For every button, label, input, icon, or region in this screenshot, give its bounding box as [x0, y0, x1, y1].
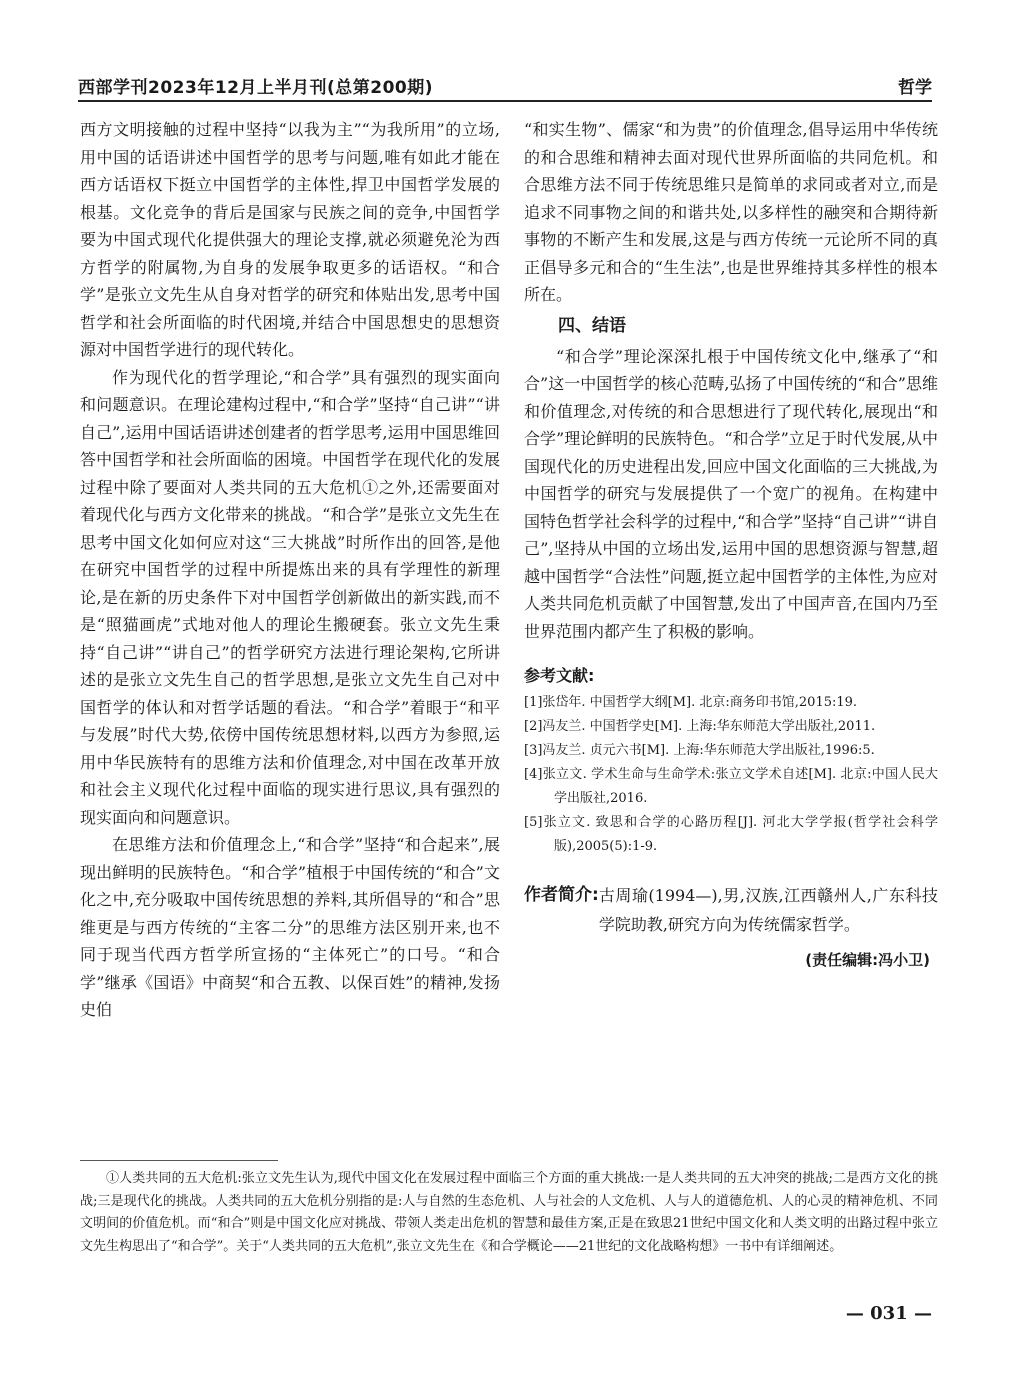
author-text: 古周瑜(1994—),男,汉族,江西赣州人,广东科技学院助教,研究方向为传统儒家哲学。	[598, 886, 938, 934]
author-label: 作者简介:	[524, 885, 599, 905]
paragraph: 在思维方法和价值理念上,“和合学”坚持“和合起来”,展现出鲜明的民族特色。“和合学”植根于中国传统的“和合”文化之中,充分吸取中国传统思想的养料,其所倡导的“和合”思维更是与西方传统的“主客二分”的思维方法区别开来,也不同于现当代西方哲学所宣扬的“主体死亡”的口号。“和合学”继承《国语》中商契“和合五教、以保百姓”的精神,发扬史伯	[80, 835, 500, 1019]
references-title: 参考文献:	[524, 666, 595, 685]
paragraph: “和实生物”、儒家“和为贵”的价值理念,倡导运用中华传统的和合思维和精神去面对现代世界所面临的共同危机。和合思维方法不同于传统思维只是简单的求同或者对立,而是追求不同事物之间的和谐共处,以多样性的融突和合期待新事物的不断产生和发展,这是与西方传统一元论所不同的真正倡导多元和合的“生生法”,也是世界维持其多样性的根本所在。	[524, 120, 938, 304]
right-column	[524, 116, 938, 975]
journal-title: 西部学刊2023年12月上半月刊(总第200期)	[78, 78, 433, 98]
reference-item: [5]张立文. 致思和合学的心路历程[J]. 河北大学学报(哲学社会科学版),2005(5):1-9.	[524, 815, 938, 854]
header-rule	[78, 100, 932, 102]
footnote-rule	[80, 1160, 278, 1161]
references-list	[524, 691, 938, 859]
section-heading: 四、结语	[558, 315, 626, 336]
left-column	[80, 116, 500, 1024]
paragraph: “和合学”理论深深扎根于中国传统文化中,继承了“和合”这一中国哲学的核心范畴,弘扬了中国传统的“和合”思维和价值理念,对传统的和合思想进行了现代转化,展现出“和合学”理论鲜明的民族特色。“和合学”立足于时代发展,从中国现代化的历史进程出发,回应中国文化面临的三大挑战,为中国哲学的研究与发展提供了一个宽广的视角。在构建中国特色哲学社会科学的过程中,“和合学”坚持“自己讲”“讲自己”,坚持从中国的立场出发,运用中国的思想资源与智慧,超越中国哲学“合法性”问题,挺立起中国哲学的主体性,为应对人类共同危机贡献了中国智慧,发出了中国声音,在国内乃至世界范围内都产生了积极的影响。	[524, 346, 938, 641]
reference-item: [3]冯友兰. 贞元六书[M]. 上海:华东师范大学出版社,1996:5.	[524, 743, 875, 758]
page-number: — 031 —	[845, 1303, 932, 1324]
paragraph: 作为现代化的哲学理论,“和合学”具有强烈的现实面向和问题意识。在理论建构过程中,“和合学”坚持“自己讲”“讲自己”,运用中国话语讲述创建者的哲学思考,运用中国思维回答中国哲学和社会所面临的困境。中国哲学在现代化的发展过程中除了要面对人类共同的五大危机①之外,还需要面对着现代化与西方文化带来的挑战。“和合学”是张立文先生在思考中国文化如何应对这“三大挑战”时所作出的回答,是他在研究中国哲学的过程中所提炼出来的具有学理性的新理论,是在新的历史条件下对中国哲学创新做出的新实践,而不是“照猫画虎”式地对他人的理论生搬硬套。张立文先生秉持“自己讲”“讲自己”的哲学研究方法进行理论架构,它所讲述的是张立文先生自己的哲学思想,是张立文先生自己对中国哲学的体认和对哲学话题的看法。“和合学”着眼于“和平与发展”时代大势,依傍中国传统思想材料,以西方为参照,运用中华民族特有的思维方法和价值理念,对中国在改革开放和社会主义现代化过程中面临的现实进行思议,具有强烈的现实面向和问题意识。	[80, 367, 500, 827]
author-bio	[524, 881, 938, 939]
responsible-editor: (责任编辑:冯小卫)	[805, 951, 930, 969]
reference-item: [2]冯友兰. 中国哲学史[M]. 上海:华东师范大学出版社,2011.	[524, 719, 876, 734]
section-name: 哲学	[898, 78, 932, 98]
page-header	[78, 68, 932, 98]
paragraph: 西方文明接触的过程中坚持“以我为主”“为我所用”的立场,用中国的话语讲述中国哲学的思考与问题,唯有如此才能在西方话语权下挺立中国哲学的主体性,捍卫中国哲学发展的根基。文化竞争的背后是国家与民族之间的竞争,中国哲学要为中国式现代化提供强大的理论支撑,就必须避免沦为西方哲学的附属物,为自身的发展争取更多的话语权。“和合学”是张立文先生从自身对哲学的研究和体贴出发,思考中国哲学和社会所面临的时代困境,并结合中国思想史的思想资源对中国哲学进行的现代转化。	[80, 120, 500, 359]
reference-item: [4]张立文. 学术生命与生命学术:张立文学术自述[M]. 北京:中国人民大学出版社,2016.	[524, 767, 938, 806]
reference-item: [1]张岱年. 中国哲学大纲[M]. 北京:商务印书馆,2015:19.	[524, 695, 858, 710]
footnote: ①人类共同的五大危机:张立文先生认为,现代中国文化在发展过程中面临三个方面的重大挑战:一是人类共同的五大冲突的挑战;二是西方文化的挑战;三是现代化的挑战。人类共同的五大危机分别指的是:人与自然的生态危机、人与社会的人文危机、人与人的道德危机、人的心灵的精神危机、不同文明间的价值危机。而“和合”则是中国文化应对挑战、带领人类走出危机的智慧和最佳方案,正是在致思21世纪中国文化和人类文明的出路过程中张立文先生构思出了“和合学”。关于“人类共同的五大危机”,张立文先生在《和合学概论——21世纪的文化战略构想》一书中有详细阐述。	[80, 1171, 938, 1254]
